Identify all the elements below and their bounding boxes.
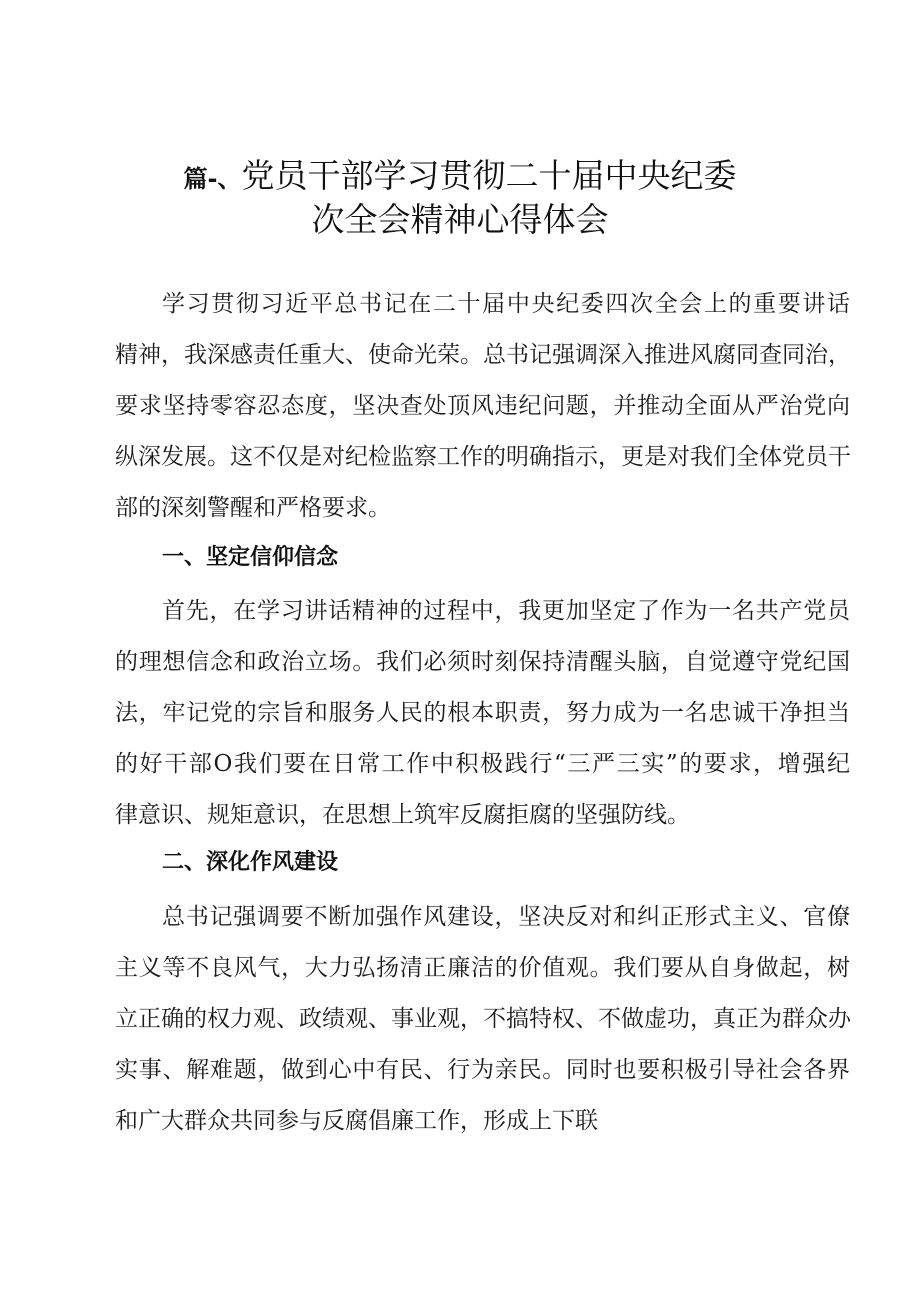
paragraph-line: 纵深发展。这不仅是对纪检监察工作的明确指示，更是对我们全体党员干 <box>115 444 851 470</box>
document-title-line-1 <box>120 154 800 201</box>
paragraph-line: 总书记强调要不断加强作风建设，坚决反对和纠正形式主义、官僚 <box>162 904 850 930</box>
paragraph-line: 法，牢记党的宗旨和服务人民的根本职责，努力成为一名忠诚干净担当 <box>115 700 850 726</box>
paragraph-line: 学习贯彻习近平总书记在二十届中央纪委四次全会上的重要讲话 <box>162 291 850 317</box>
paragraph-line: 要求坚持零容忍态度，坚决查处顶风违纪问题，并推动全面从严治党向 <box>115 393 850 419</box>
paragraph-line: 精神，我深感责任重大、使命光荣。总书记强调深入推进风腐同查同治， <box>115 342 851 368</box>
section-heading-1: 一、坚定信仰信念 <box>162 545 339 570</box>
paragraph-line: 首先，在学习讲话精神的过程中，我更加坚定了作为一名共产党员 <box>162 598 850 624</box>
paragraph-line: 立正确的权力观、政绩观、事业观，不搞特权、不做虚功，真正为群众办 <box>115 1006 851 1032</box>
paragraph-line: 部的深刻警醒和严格要求。 <box>115 495 391 521</box>
paragraph-line: 和广大群众共同参与反腐倡廉工作，形成上下联 <box>115 1108 598 1134</box>
paragraph-line: 律意识、规矩意识，在思想上筑牢反腐拒腐的坚强防线。 <box>115 802 690 828</box>
paragraph-line: 的理想信念和政治立场。我们必须时刻保持清醒头脑，自觉遵守党纪国 <box>115 649 850 675</box>
title-prefix: 篇-、 <box>183 165 242 193</box>
paragraph-line: 实事、解难题，做到心中有民、行为亲民。同时也要积极引导社会各界 <box>115 1057 850 1083</box>
paragraph-line: 的好干部O我们要在日常工作中积极践行“三严三实”的要求，增强纪 <box>115 751 850 777</box>
title-text-1: 党员干部学习贯彻二十届中央纪委 <box>241 156 737 195</box>
paragraph-line: 主义等不良风气，大力弘扬清正廉洁的价值观。我们要从自身做起，树 <box>115 955 850 981</box>
document-title-line-2: 次全会精神心得体会 <box>311 200 609 239</box>
section-heading-2: 二、深化作风建设 <box>162 850 339 875</box>
